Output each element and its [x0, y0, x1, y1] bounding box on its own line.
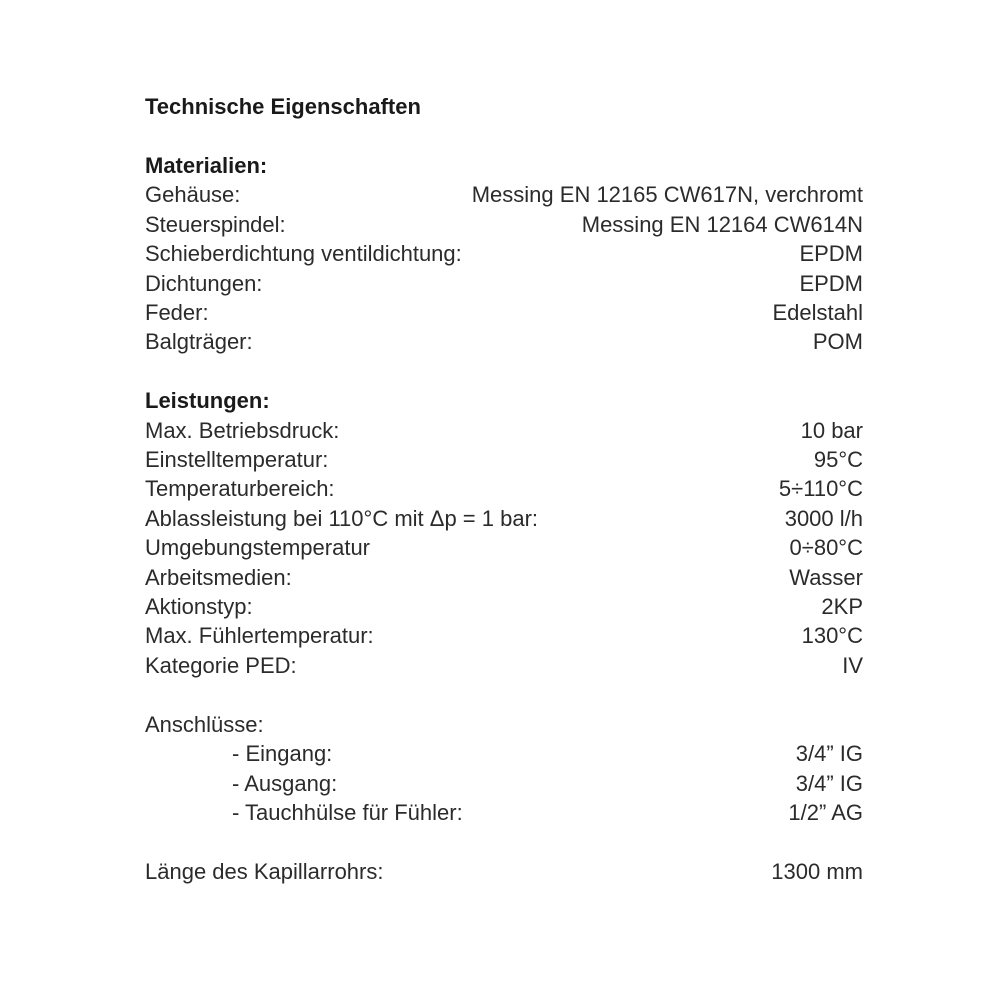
- page-title: Technische Eigenschaften: [145, 94, 421, 119]
- spec-row: [145, 474, 863, 503]
- spec-label: Balgträger:: [145, 329, 253, 355]
- spec-label: Kategorie PED:: [145, 652, 297, 678]
- spec-row: [145, 798, 863, 827]
- spec-value: 5÷110°C: [778, 476, 863, 502]
- connections-heading: Anschlüsse:: [145, 711, 264, 737]
- spec-value: 1/2” AG: [788, 799, 863, 825]
- spec-row: [145, 651, 863, 680]
- spec-label: - Ausgang:: [232, 770, 338, 796]
- spec-label: Länge des Kapillarrohrs:: [145, 858, 384, 884]
- spec-row: [145, 327, 863, 356]
- spec-value: IV: [842, 652, 863, 678]
- section-spacer: [145, 680, 863, 709]
- spec-value: 3/4” IG: [795, 770, 863, 796]
- spec-label: Feder:: [145, 300, 209, 326]
- spec-label: Temperaturbereich:: [145, 476, 335, 502]
- spec-row: [145, 210, 863, 239]
- spec-row: [145, 416, 863, 445]
- spec-row: [145, 298, 863, 327]
- spec-value: 0÷80°C: [789, 535, 863, 561]
- spec-label: Einstelltemperatur:: [145, 447, 329, 473]
- performance-heading: Leistungen:: [145, 388, 270, 414]
- materials-heading: Materialien:: [145, 153, 268, 178]
- spec-row: [145, 621, 863, 650]
- spec-label: Umgebungstemperatur: [145, 535, 371, 561]
- spec-value: EPDM: [799, 270, 863, 296]
- spec-label: Gehäuse:: [145, 182, 241, 208]
- spec-label: Arbeitsmedien:: [145, 564, 292, 590]
- spec-value: 3000 l/h: [784, 505, 863, 531]
- spec-sheet: [145, 92, 863, 886]
- spec-value: POM: [812, 329, 863, 355]
- spec-value: 2KP: [821, 594, 863, 620]
- spec-label: - Tauchhülse für Fühler:: [232, 799, 463, 825]
- spec-row: [145, 769, 863, 798]
- spec-row: [145, 504, 863, 533]
- capillary-row: [145, 857, 863, 886]
- spec-label: Schieberdichtung ventildichtung:: [145, 241, 462, 267]
- spec-value: 3/4” IG: [795, 741, 863, 767]
- spec-label: Ablassleistung bei 110°C mit Δp = 1 bar:: [145, 505, 539, 531]
- spec-value: 1300 mm: [771, 858, 863, 884]
- spec-row: [145, 563, 863, 592]
- spec-value: Messing EN 12164 CW614N: [581, 211, 863, 237]
- spec-value: Wasser: [789, 564, 863, 590]
- section-spacer: [145, 357, 863, 386]
- spec-label: Dichtungen:: [145, 270, 263, 296]
- spec-value: Messing EN 12165 CW617N, verchromt: [471, 182, 863, 208]
- spec-row: [145, 445, 863, 474]
- spec-row: [145, 739, 863, 768]
- spec-label: - Eingang:: [232, 741, 333, 767]
- spec-row: [145, 239, 863, 268]
- spec-value: 130°C: [801, 623, 863, 649]
- spec-value: 95°C: [813, 447, 863, 473]
- spec-label: Steuerspindel:: [145, 211, 286, 237]
- spec-row: [145, 269, 863, 298]
- spec-label: Max. Betriebsdruck:: [145, 417, 340, 443]
- spec-value: 10 bar: [800, 417, 863, 443]
- spec-value: EPDM: [799, 241, 863, 267]
- section-spacer: [145, 827, 863, 856]
- spec-row: [145, 180, 863, 209]
- spec-row: [145, 592, 863, 621]
- spec-label: Max. Fühlertemperatur:: [145, 623, 374, 649]
- spec-label: Aktionstyp:: [145, 594, 253, 620]
- spec-value: Edelstahl: [772, 300, 863, 326]
- spec-row: [145, 533, 863, 562]
